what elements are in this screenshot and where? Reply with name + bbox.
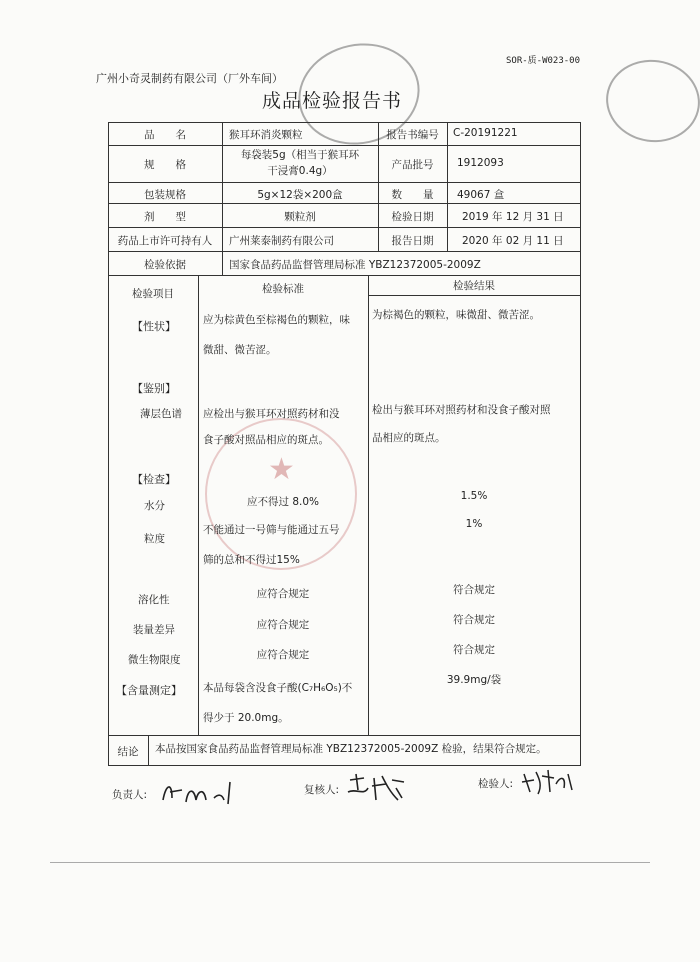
conclusion-text: 本品按国家食品药品监督管理局标准 YBZ12372005-2009Z 检验，结果符合规定。 bbox=[155, 743, 547, 755]
fill-variation-standard: 应符合规定 bbox=[256, 619, 310, 631]
reviewer-signature bbox=[346, 770, 408, 808]
microbial-item: 微生物限度 bbox=[128, 654, 181, 666]
holder-label: 药品上市许可持有人 bbox=[117, 235, 213, 247]
microbial-standard: 应符合规定 bbox=[256, 649, 310, 661]
inspector-signature bbox=[520, 766, 576, 798]
col-item-header: 检验项目 bbox=[132, 288, 174, 300]
responsible-signature bbox=[158, 776, 238, 810]
quantity-label: 数 量 bbox=[391, 189, 434, 201]
traits-standard-line2: 微甜、微苦涩。 bbox=[203, 344, 277, 356]
col-result-header: 检验结果 bbox=[453, 280, 495, 292]
report-date-value: 2020 年 02 月 11 日 bbox=[462, 235, 564, 247]
water-result: 1.5% bbox=[460, 490, 488, 502]
report-date-label: 报告日期 bbox=[391, 235, 434, 247]
traits-header: 【性状】 bbox=[132, 320, 176, 333]
product-name-label: 品 名 bbox=[144, 129, 186, 141]
size-standard-line1: 不能通过一号筛与能通过五号 bbox=[203, 524, 340, 536]
assay-standard-line2: 得少于 20.0mg。 bbox=[203, 712, 289, 724]
water-standard: 应不得过 8.0% bbox=[246, 496, 319, 508]
form-label: 剂 型 bbox=[144, 211, 186, 223]
batch-label: 产品批号 bbox=[391, 159, 434, 171]
tlc-standard-line1: 应检出与猴耳环对照药材和没 bbox=[203, 408, 340, 420]
package-value: 5g×12袋×200盒 bbox=[257, 189, 343, 201]
traits-result: 为棕褐色的颗粒，味微甜、微苦涩。 bbox=[372, 309, 540, 321]
reviewer-label: 复核人: bbox=[304, 784, 340, 796]
tlc-item: 薄层色谱 bbox=[140, 408, 182, 420]
document-code: SOR-质-W023-00 bbox=[506, 56, 581, 66]
seal-star-icon: ★ bbox=[268, 452, 295, 487]
inspector-label: 检验人: bbox=[478, 778, 514, 790]
package-label: 包装规格 bbox=[144, 189, 186, 201]
batch-value: 1912093 bbox=[457, 157, 504, 169]
tlc-result-line2: 品相应的斑点。 bbox=[372, 432, 446, 444]
fill-variation-item: 装量差异 bbox=[133, 624, 175, 636]
quantity-value: 49067 盒 bbox=[457, 189, 505, 201]
assay-standard-line1: 本品每袋含没食子酸(C₇H₆O₅)不 bbox=[203, 682, 353, 694]
report-no-label: 报告书编号 bbox=[386, 129, 439, 141]
identification-header: 【鉴别】 bbox=[132, 382, 176, 395]
holder-value: 广州莱泰制药有限公司 bbox=[229, 235, 334, 247]
bottom-divider bbox=[50, 862, 650, 863]
size-item: 粒度 bbox=[144, 533, 165, 545]
water-item: 水分 bbox=[144, 500, 165, 512]
assay-result: 39.9mg/袋 bbox=[446, 674, 502, 686]
spec-value-line1: 每袋装5g（相当于猴耳环 bbox=[240, 149, 360, 161]
page-title: 成品检验报告书 bbox=[262, 90, 403, 112]
tlc-standard-line2: 食子酸对照品相应的斑点。 bbox=[203, 434, 329, 446]
quality-stamp-right bbox=[601, 54, 700, 148]
col-standard-header: 检验标准 bbox=[262, 283, 304, 295]
microbial-result: 符合规定 bbox=[453, 644, 495, 656]
fill-variation-result: 符合规定 bbox=[453, 614, 495, 626]
spec-value-line2: 干浸膏0.4g） bbox=[267, 165, 333, 177]
basis-value: 国家食品药品监督管理局标准 YBZ12372005-2009Z bbox=[229, 259, 481, 271]
product-name-value: 猴耳环消炎颗粒 bbox=[229, 129, 303, 141]
check-header: 【检查】 bbox=[132, 473, 176, 486]
report-no-value: C-20191221 bbox=[453, 127, 518, 139]
form-value: 颗粒剂 bbox=[284, 211, 316, 223]
test-date-label: 检验日期 bbox=[391, 211, 434, 223]
size-result: 1% bbox=[465, 518, 483, 530]
company-name: 广州小奇灵制药有限公司（厂外车间） bbox=[96, 72, 283, 85]
traits-standard-line1: 应为棕黄色至棕褐色的颗粒，味 bbox=[203, 314, 350, 326]
basis-label: 检验依据 bbox=[144, 259, 186, 271]
assay-header: 【含量测定】 bbox=[116, 684, 182, 697]
solubility-standard: 应符合规定 bbox=[256, 588, 310, 600]
tlc-result-line1: 检出与猴耳环对照药材和没食子酸对照 bbox=[372, 404, 551, 416]
solubility-item: 溶化性 bbox=[138, 594, 170, 606]
solubility-result: 符合规定 bbox=[453, 584, 495, 596]
size-standard-line2: 筛的总和不得过15% bbox=[203, 554, 300, 566]
spec-label: 规 格 bbox=[144, 159, 186, 171]
conclusion-label: 结论 bbox=[117, 746, 139, 758]
responsible-label: 负责人: bbox=[112, 789, 148, 801]
test-date-value: 2019 年 12 月 31 日 bbox=[462, 211, 564, 223]
